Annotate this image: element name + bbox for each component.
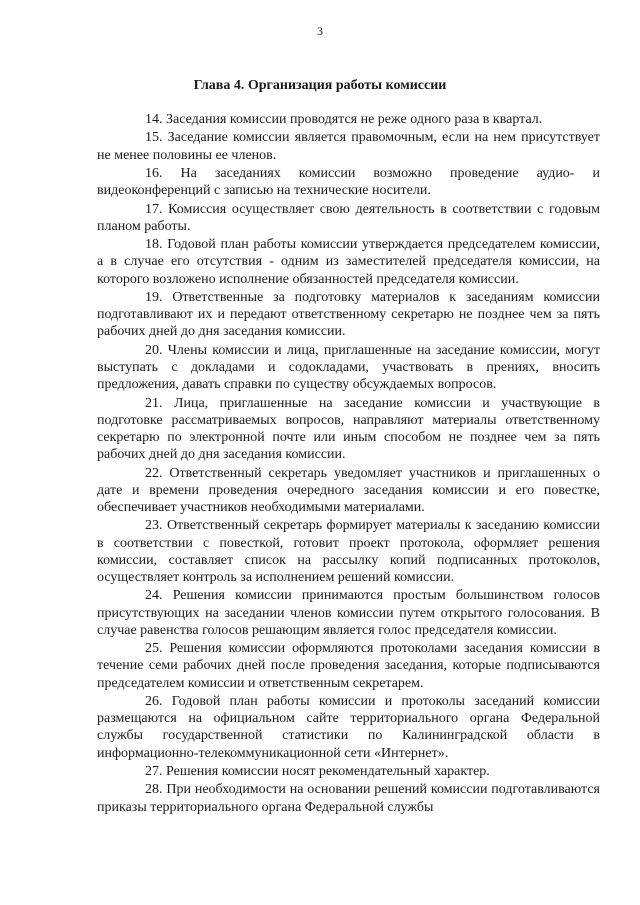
paragraph-20: 20. Члены комиссии и лица, приглашенные на заседание комиссии, могут выступать с докладами и содокладами, участвовать в прениях, вносить предложения, давать справки по существу обсуждаемых вопросов. [97, 342, 600, 393]
paragraph-23: 23. Ответственный секретарь формирует материалы к заседанию комиссии в соответствии с повесткой, готовит проект протокола, оформляет решения комиссии, составляет список на рассылку копий подписанных протоколов, осуществляет контроль за исполнением решений комиссии. [97, 518, 600, 585]
paragraph-18: 18. Годовой план работы комиссии утверждается председателем комиссии, а в случае его отсутствия - одним из заместителей председателя комиссии, на которого возложено исполнение обязанностей председателя комиссии. [97, 237, 600, 287]
paragraph-28: 28. При необходимости на основании решений комиссии подготавливаются приказы территориального органа Федеральной службы [97, 782, 600, 815]
paragraph-27: 27. Решения комиссии носят рекомендательный характер. [145, 763, 490, 779]
paragraph-17: 17. Комиссия осуществляет свою деятельность в соответствии с годовым планом работы. [97, 201, 600, 234]
page-number: 3 [317, 24, 323, 38]
paragraph-21: 21. Лица, приглашенные на заседание комиссии и участвующие в подготовке рассматриваемых вопросов, направляют материалы ответственному секретарю по электронной почте или иным способом не позднее чем за пять рабочих дней до дня заседания комиссии. [97, 395, 600, 463]
chapter-title: Глава 4. Организация работы комиссии [193, 78, 447, 93]
paragraph-26: 26. Годовой план работы комиссии и протоколы заседаний комиссии размещаются на официальном сайте территориального органа Федеральной службы государственной статистики по Калининградской области в информационно-телекоммуникационной сети «Интернет». [97, 693, 600, 761]
paragraph-14: 14. Заседания комиссии проводятся не реже одного раза в квартал. [145, 112, 543, 127]
paragraph-24: 24. Решения комиссии принимаются простым большинством голосов присутствующих на заседании членов комиссии путем открытого голосования. В случае равенства голосов решающим является голос председателя комиссии. [97, 588, 600, 638]
paragraph-16: 16. На заседаниях комиссии возможно проведение аудио- и видеоконференций с записью на технические носители. [97, 165, 600, 199]
paragraph-15: 15. Заседание комиссии является правомочным, если на нем присутствует не менее половины ее членов. [97, 130, 600, 163]
document-body [97, 111, 600, 817]
paragraph-25: 25. Решения комиссии оформляются протоколами заседания комиссии в течение семи рабочих дней после проведения заседания, которые подписываются председателем комиссии и ответственным секретарем. [97, 641, 600, 691]
paragraph-22: 22. Ответственный секретарь уведомляет участников и приглашенных о дате и времени проведения очередного заседания комиссии и его повестке, обеспечивает участников необходимыми материалами. [97, 465, 600, 515]
paragraph-19: 19. Ответственные за подготовку материалов к заседаниям комиссии подготавливают их и передают ответственному секретарю не позднее чем за пять рабочих дней до дня заседания комиссии. [97, 289, 600, 340]
